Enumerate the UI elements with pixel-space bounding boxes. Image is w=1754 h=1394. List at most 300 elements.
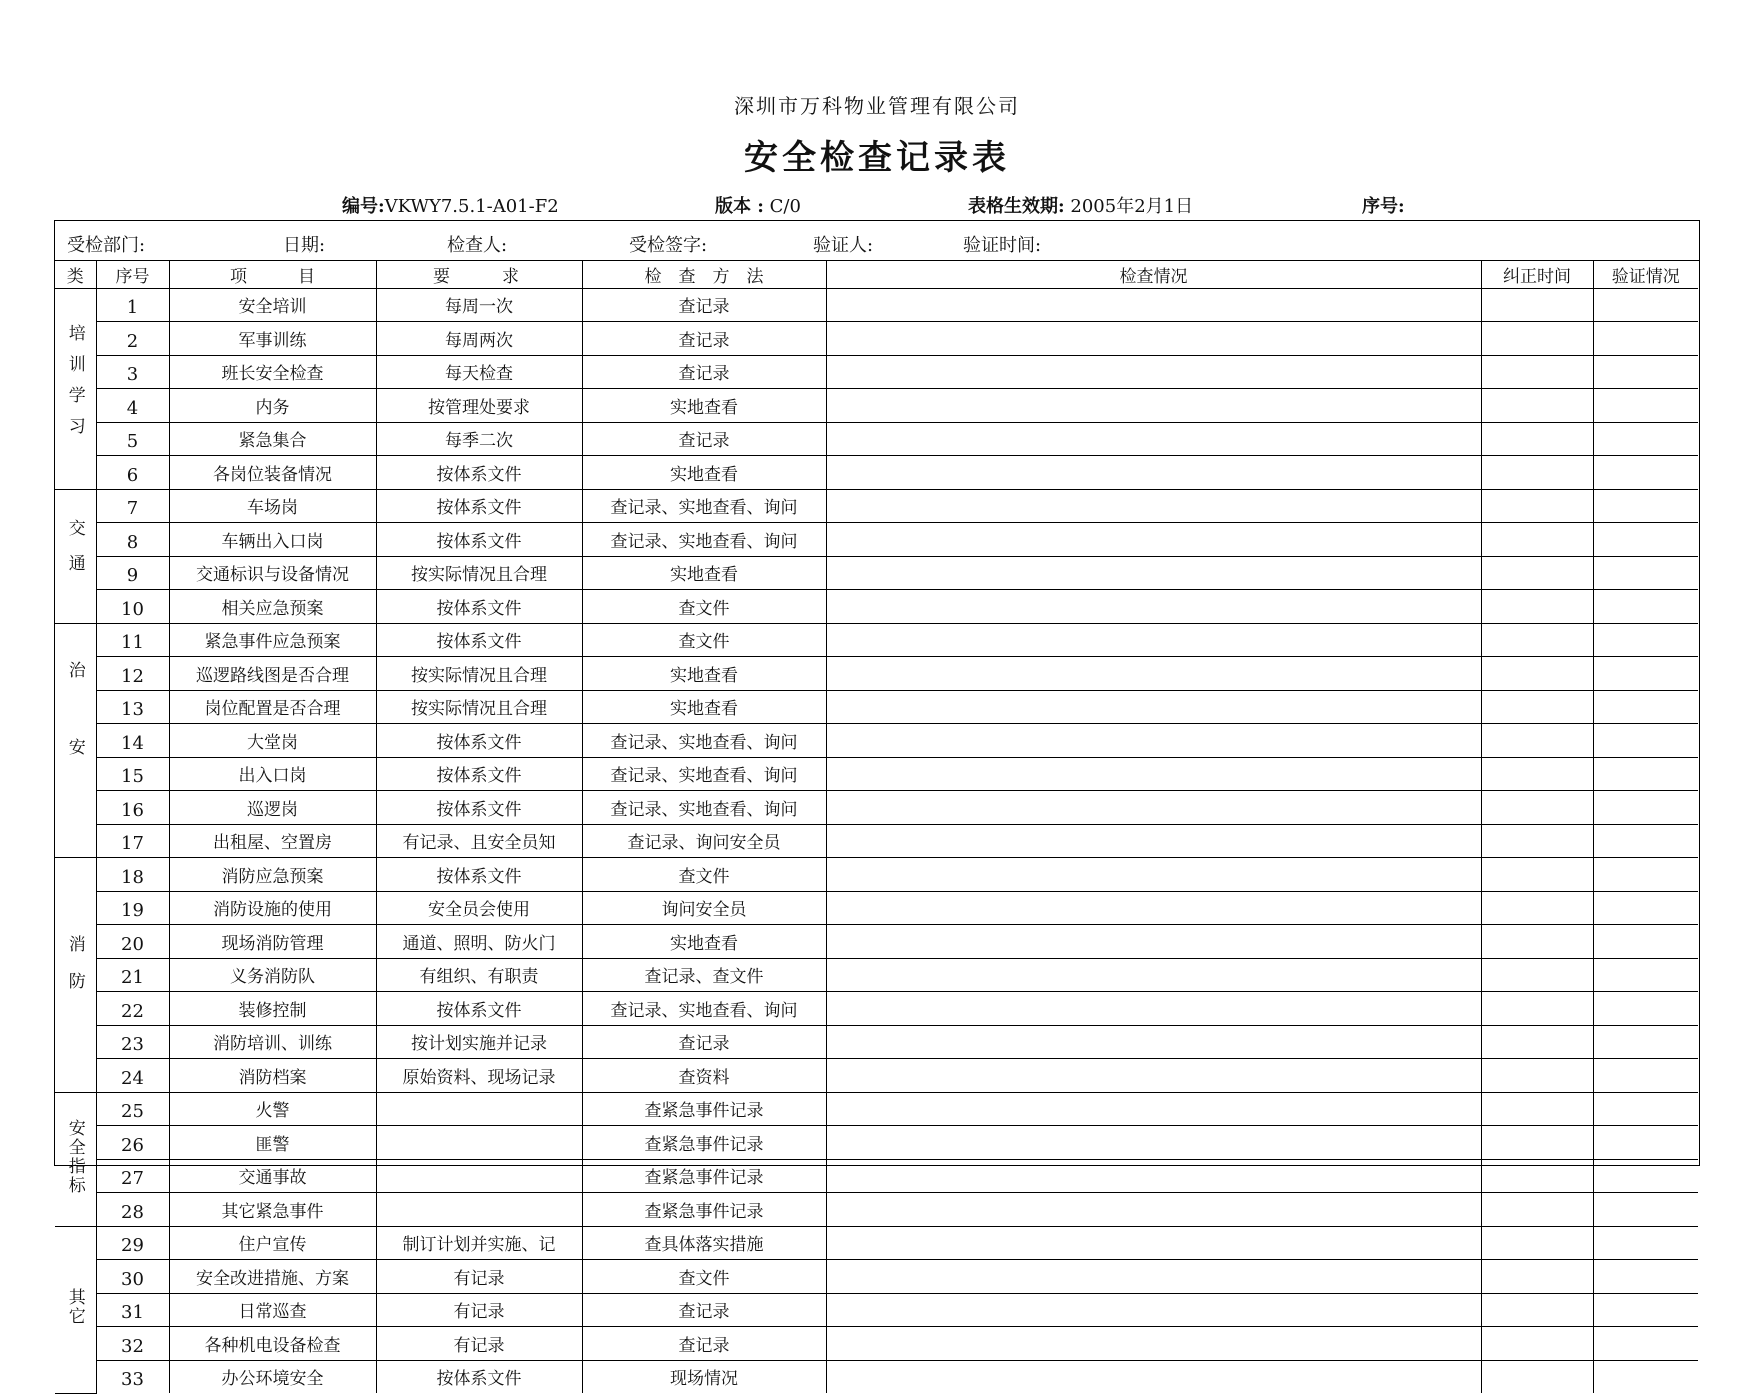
row-correction-cell[interactable]	[1481, 824, 1593, 858]
row-status-cell[interactable]	[826, 1226, 1481, 1260]
row-correction-cell[interactable]	[1481, 1092, 1593, 1126]
row-no: 14	[96, 724, 169, 758]
row-item: 各种机电设备检查	[169, 1327, 376, 1361]
category-label: 其它	[64, 1288, 85, 1326]
form-serial-label: 序号:	[1362, 196, 1405, 217]
row-verification-cell[interactable]	[1593, 958, 1698, 992]
row-requirement: 有记录、且安全员知	[376, 824, 582, 858]
table-row	[55, 322, 1698, 356]
row-method: 查记录、实地查看、询问	[582, 992, 826, 1026]
row-item: 日常巡查	[169, 1293, 376, 1327]
row-method: 查记录	[582, 1025, 826, 1059]
table-row	[55, 791, 1698, 825]
row-status-cell[interactable]	[826, 1260, 1481, 1294]
row-verification-cell[interactable]	[1593, 1293, 1698, 1327]
row-method: 查记录	[582, 355, 826, 389]
category-label: 治安	[64, 660, 85, 815]
row-no: 12	[96, 657, 169, 691]
table-row	[55, 523, 1698, 557]
row-no: 23	[96, 1025, 169, 1059]
row-status-cell[interactable]	[826, 1159, 1481, 1193]
row-item: 交通事故	[169, 1159, 376, 1193]
row-item: 安全培训	[169, 288, 376, 322]
row-no: 9	[96, 556, 169, 590]
column-header-row	[55, 261, 1698, 288]
row-verification-cell[interactable]	[1593, 891, 1698, 925]
table-row	[55, 1092, 1698, 1126]
row-item: 相关应急预案	[169, 590, 376, 624]
row-correction-cell[interactable]	[1481, 657, 1593, 691]
dept-field[interactable]: 受检部门:	[67, 235, 146, 256]
row-item: 巡逻岗	[169, 791, 376, 825]
form-effective-date	[968, 192, 1193, 218]
row-requirement: 按体系文件	[376, 791, 582, 825]
table-row	[55, 824, 1698, 858]
verify-time-field[interactable]: 验证时间:	[963, 235, 1042, 256]
row-correction-cell[interactable]	[1481, 1360, 1593, 1393]
row-no: 26	[96, 1126, 169, 1160]
row-method: 查记录	[582, 322, 826, 356]
row-correction-cell[interactable]	[1481, 958, 1593, 992]
form-version	[715, 192, 801, 218]
row-status-cell[interactable]	[826, 389, 1481, 423]
row-status-cell[interactable]	[826, 1327, 1481, 1361]
row-correction-cell[interactable]	[1481, 1327, 1593, 1361]
row-correction-cell[interactable]	[1481, 590, 1593, 624]
row-item: 义务消防队	[169, 958, 376, 992]
row-verification-cell[interactable]	[1593, 1360, 1698, 1393]
row-item: 出租屋、空置房	[169, 824, 376, 858]
row-verification-cell[interactable]	[1593, 925, 1698, 959]
row-requirement: 按管理处要求	[376, 389, 582, 423]
row-method: 查紧急事件记录	[582, 1159, 826, 1193]
form-title: 安全检查记录表	[744, 138, 1010, 178]
table-row	[55, 1025, 1698, 1059]
table-row	[55, 590, 1698, 624]
row-correction-cell[interactable]	[1481, 1159, 1593, 1193]
row-requirement	[376, 1193, 582, 1227]
row-requirement: 按实际情况且合理	[376, 690, 582, 724]
row-status-cell[interactable]	[826, 757, 1481, 791]
row-item: 交通标识与设备情况	[169, 556, 376, 590]
verifier-field[interactable]: 验证人:	[813, 235, 874, 256]
table-row	[55, 288, 1698, 322]
row-item: 消防设施的使用	[169, 891, 376, 925]
row-method: 现场情况	[582, 1360, 826, 1393]
inspection-sheet	[54, 220, 1700, 1391]
row-status-cell[interactable]	[826, 992, 1481, 1026]
row-requirement: 按实际情况且合理	[376, 556, 582, 590]
category-security	[55, 623, 96, 858]
row-no: 25	[96, 1092, 169, 1126]
row-requirement: 按体系文件	[376, 456, 582, 490]
col-category: 类	[55, 261, 96, 288]
date-field[interactable]: 日期:	[283, 235, 326, 256]
inspection-table	[55, 261, 1698, 1394]
row-method: 查记录、实地查看、询问	[582, 724, 826, 758]
table-row	[55, 925, 1698, 959]
row-verification-cell[interactable]	[1593, 1327, 1698, 1361]
row-verification-cell[interactable]	[1593, 288, 1698, 322]
row-correction-cell[interactable]	[1481, 1126, 1593, 1160]
row-item: 消防培训、训练	[169, 1025, 376, 1059]
row-no: 1	[96, 288, 169, 322]
table-row	[55, 422, 1698, 456]
row-status-cell[interactable]	[826, 355, 1481, 389]
row-method: 查记录、查文件	[582, 958, 826, 992]
category-other	[55, 1226, 96, 1393]
row-requirement: 每季二次	[376, 422, 582, 456]
row-verification-cell[interactable]	[1593, 489, 1698, 523]
row-no: 20	[96, 925, 169, 959]
row-method: 查记录、实地查看、询问	[582, 523, 826, 557]
row-status-cell[interactable]	[826, 724, 1481, 758]
row-requirement: 按体系文件	[376, 1360, 582, 1393]
row-verification-cell[interactable]	[1593, 1126, 1698, 1160]
form-version-label: 版本 :	[715, 196, 764, 217]
row-no: 19	[96, 891, 169, 925]
table-row	[55, 1159, 1698, 1193]
row-item: 住户宣传	[169, 1226, 376, 1260]
row-status-cell[interactable]	[826, 1193, 1481, 1227]
row-no: 24	[96, 1059, 169, 1093]
row-requirement: 有组织、有职责	[376, 958, 582, 992]
row-requirement: 有记录	[376, 1293, 582, 1327]
inspection-header-line	[55, 221, 1699, 261]
row-correction-cell[interactable]	[1481, 456, 1593, 490]
table-row	[55, 456, 1698, 490]
row-correction-cell[interactable]	[1481, 556, 1593, 590]
row-verification-cell[interactable]	[1593, 590, 1698, 624]
row-status-cell[interactable]	[826, 590, 1481, 624]
row-correction-cell[interactable]	[1481, 925, 1593, 959]
row-item: 安全改进措施、方案	[169, 1260, 376, 1294]
row-item: 紧急集合	[169, 422, 376, 456]
table-row	[55, 1059, 1698, 1093]
row-verification-cell[interactable]	[1593, 1059, 1698, 1093]
row-item: 军事训练	[169, 322, 376, 356]
row-item: 其它紧急事件	[169, 1193, 376, 1227]
row-requirement: 按实际情况且合理	[376, 657, 582, 691]
row-requirement: 每周两次	[376, 322, 582, 356]
row-method: 实地查看	[582, 456, 826, 490]
row-no: 29	[96, 1226, 169, 1260]
row-status-cell[interactable]	[826, 657, 1481, 691]
row-requirement: 通道、照明、防火门	[376, 925, 582, 959]
row-item: 各岗位装备情况	[169, 456, 376, 490]
table-row	[55, 1126, 1698, 1160]
row-method: 查记录	[582, 422, 826, 456]
row-verification-cell[interactable]	[1593, 724, 1698, 758]
row-verification-cell[interactable]	[1593, 322, 1698, 356]
row-correction-cell[interactable]	[1481, 724, 1593, 758]
row-method: 查文件	[582, 623, 826, 657]
row-requirement: 原始资料、现场记录	[376, 1059, 582, 1093]
row-status-cell[interactable]	[826, 891, 1481, 925]
row-requirement	[376, 1092, 582, 1126]
row-verification-cell[interactable]	[1593, 1260, 1698, 1294]
row-no: 18	[96, 858, 169, 892]
form-effective-label: 表格生效期:	[968, 196, 1065, 217]
row-requirement: 按体系文件	[376, 489, 582, 523]
row-method: 查文件	[582, 858, 826, 892]
row-item: 大堂岗	[169, 724, 376, 758]
category-label: 消防	[64, 935, 85, 1010]
row-correction-cell[interactable]	[1481, 1226, 1593, 1260]
row-correction-cell[interactable]	[1481, 690, 1593, 724]
row-requirement: 有记录	[376, 1260, 582, 1294]
row-item: 车场岗	[169, 489, 376, 523]
row-status-cell[interactable]	[826, 322, 1481, 356]
row-correction-cell[interactable]	[1481, 858, 1593, 892]
row-method: 实地查看	[582, 925, 826, 959]
table-row	[55, 992, 1698, 1026]
table-row	[55, 958, 1698, 992]
row-method: 查紧急事件记录	[582, 1193, 826, 1227]
row-method: 查记录、实地查看、询问	[582, 489, 826, 523]
row-correction-cell[interactable]	[1481, 791, 1593, 825]
form-version-value: C/0	[769, 196, 801, 217]
row-correction-cell[interactable]	[1481, 523, 1593, 557]
row-no: 4	[96, 389, 169, 423]
col-requirement: 要 求	[376, 261, 582, 288]
row-requirement: 有记录	[376, 1327, 582, 1361]
row-no: 13	[96, 690, 169, 724]
table-row	[55, 556, 1698, 590]
row-method: 询问安全员	[582, 891, 826, 925]
row-correction-cell[interactable]	[1481, 992, 1593, 1026]
col-status: 检查情况	[826, 261, 1481, 288]
row-correction-cell[interactable]	[1481, 489, 1593, 523]
row-no: 15	[96, 757, 169, 791]
row-no: 27	[96, 1159, 169, 1193]
row-method: 查紧急事件记录	[582, 1126, 826, 1160]
row-verification-cell[interactable]	[1593, 1159, 1698, 1193]
row-method: 查具体落实措施	[582, 1226, 826, 1260]
row-status-cell[interactable]	[826, 690, 1481, 724]
category-label: 交通	[64, 518, 85, 589]
row-requirement: 每天检查	[376, 355, 582, 389]
row-method: 查记录、询问安全员	[582, 824, 826, 858]
row-requirement: 按计划实施并记录	[376, 1025, 582, 1059]
form-code-label: 编号:	[342, 196, 385, 217]
row-status-cell[interactable]	[826, 489, 1481, 523]
table-row	[55, 891, 1698, 925]
category-label: 培训学习	[64, 324, 85, 448]
row-status-cell[interactable]	[826, 1092, 1481, 1126]
row-item: 办公环境安全	[169, 1360, 376, 1393]
row-item: 消防档案	[169, 1059, 376, 1093]
row-item: 匪警	[169, 1126, 376, 1160]
row-verification-cell[interactable]	[1593, 556, 1698, 590]
table-row	[55, 623, 1698, 657]
row-method: 实地查看	[582, 657, 826, 691]
row-item: 紧急事件应急预案	[169, 623, 376, 657]
row-item: 车辆出入口岗	[169, 523, 376, 557]
row-item: 消防应急预案	[169, 858, 376, 892]
row-no: 22	[96, 992, 169, 1026]
row-correction-cell[interactable]	[1481, 1025, 1593, 1059]
row-verification-cell[interactable]	[1593, 1025, 1698, 1059]
row-verification-cell[interactable]	[1593, 992, 1698, 1026]
row-item: 内务	[169, 389, 376, 423]
row-no: 33	[96, 1360, 169, 1393]
row-no: 3	[96, 355, 169, 389]
table-row	[55, 724, 1698, 758]
row-method: 查文件	[582, 590, 826, 624]
row-status-cell[interactable]	[826, 958, 1481, 992]
row-verification-cell[interactable]	[1593, 456, 1698, 490]
row-status-cell[interactable]	[826, 523, 1481, 557]
row-method: 查资料	[582, 1059, 826, 1093]
row-status-cell[interactable]	[826, 422, 1481, 456]
row-method: 查记录	[582, 288, 826, 322]
row-no: 31	[96, 1293, 169, 1327]
row-verification-cell[interactable]	[1593, 389, 1698, 423]
row-verification-cell[interactable]	[1593, 1092, 1698, 1126]
row-no: 16	[96, 791, 169, 825]
row-verification-cell[interactable]	[1593, 757, 1698, 791]
row-correction-cell[interactable]	[1481, 288, 1593, 322]
signature-field[interactable]: 受检签字:	[629, 235, 708, 256]
row-correction-cell[interactable]	[1481, 1059, 1593, 1093]
row-no: 7	[96, 489, 169, 523]
row-no: 28	[96, 1193, 169, 1227]
row-status-cell[interactable]	[826, 858, 1481, 892]
row-no: 30	[96, 1260, 169, 1294]
row-no: 8	[96, 523, 169, 557]
row-requirement: 制订计划并实施、记	[376, 1226, 582, 1260]
table-row	[55, 355, 1698, 389]
row-requirement: 按体系文件	[376, 757, 582, 791]
row-verification-cell[interactable]	[1593, 623, 1698, 657]
row-no: 10	[96, 590, 169, 624]
row-correction-cell[interactable]	[1481, 1293, 1593, 1327]
col-item: 项 目	[169, 261, 376, 288]
row-item: 班长安全检查	[169, 355, 376, 389]
table-row	[55, 757, 1698, 791]
row-item: 装修控制	[169, 992, 376, 1026]
row-correction-cell[interactable]	[1481, 422, 1593, 456]
row-status-cell[interactable]	[826, 925, 1481, 959]
row-verification-cell[interactable]	[1593, 422, 1698, 456]
row-requirement	[376, 1126, 582, 1160]
category-traffic	[55, 489, 96, 623]
row-method: 查记录、实地查看、询问	[582, 791, 826, 825]
row-requirement: 按体系文件	[376, 623, 582, 657]
table-row	[55, 1193, 1698, 1227]
row-verification-cell[interactable]	[1593, 355, 1698, 389]
row-requirement: 按体系文件	[376, 590, 582, 624]
row-no: 6	[96, 456, 169, 490]
category-label: 安全指标	[64, 1118, 85, 1195]
row-correction-cell[interactable]	[1481, 1260, 1593, 1294]
row-requirement: 每周一次	[376, 288, 582, 322]
row-verification-cell[interactable]	[1593, 690, 1698, 724]
row-correction-cell[interactable]	[1481, 623, 1593, 657]
inspector-field[interactable]: 检查人:	[447, 235, 508, 256]
row-method: 实地查看	[582, 556, 826, 590]
row-verification-cell[interactable]	[1593, 858, 1698, 892]
row-method: 查记录、实地查看、询问	[582, 757, 826, 791]
row-status-cell[interactable]	[826, 1059, 1481, 1093]
col-no: 序号	[96, 261, 169, 288]
company-name: 深圳市万科物业管理有限公司	[734, 94, 1020, 118]
row-no: 32	[96, 1327, 169, 1361]
row-correction-cell[interactable]	[1481, 389, 1593, 423]
row-item: 巡逻路线图是否合理	[169, 657, 376, 691]
category-training	[55, 288, 96, 489]
form-effective-value: 2005年2月1日	[1070, 196, 1194, 217]
row-status-cell[interactable]	[826, 1293, 1481, 1327]
row-status-cell[interactable]	[826, 288, 1481, 322]
row-verification-cell[interactable]	[1593, 791, 1698, 825]
category-fire	[55, 858, 96, 1093]
table-row	[55, 489, 1698, 523]
row-verification-cell[interactable]	[1593, 1226, 1698, 1260]
row-verification-cell[interactable]	[1593, 824, 1698, 858]
row-status-cell[interactable]	[826, 623, 1481, 657]
table-row	[55, 1293, 1698, 1327]
row-method: 实地查看	[582, 389, 826, 423]
row-requirement: 按体系文件	[376, 858, 582, 892]
row-no: 2	[96, 322, 169, 356]
row-status-cell[interactable]	[826, 824, 1481, 858]
row-no: 21	[96, 958, 169, 992]
row-requirement	[376, 1159, 582, 1193]
row-status-cell[interactable]	[826, 556, 1481, 590]
form-serial	[1362, 192, 1405, 218]
row-correction-cell[interactable]	[1481, 322, 1593, 356]
row-method: 查紧急事件记录	[582, 1092, 826, 1126]
row-status-cell[interactable]	[826, 791, 1481, 825]
category-safety-index	[55, 1092, 96, 1226]
row-status-cell[interactable]	[826, 456, 1481, 490]
row-item: 火警	[169, 1092, 376, 1126]
row-requirement: 按体系文件	[376, 523, 582, 557]
col-method: 检 查 方 法	[582, 261, 826, 288]
row-correction-cell[interactable]	[1481, 757, 1593, 791]
row-status-cell[interactable]	[826, 1025, 1481, 1059]
table-row	[55, 858, 1698, 892]
row-item: 岗位配置是否合理	[169, 690, 376, 724]
row-item: 出入口岗	[169, 757, 376, 791]
row-correction-cell[interactable]	[1481, 1193, 1593, 1227]
row-verification-cell[interactable]	[1593, 523, 1698, 557]
row-correction-cell[interactable]	[1481, 355, 1593, 389]
row-method: 实地查看	[582, 690, 826, 724]
row-requirement: 按体系文件	[376, 992, 582, 1026]
form-code-value: VKWY7.5.1-A01-F2	[384, 196, 559, 217]
row-no: 17	[96, 824, 169, 858]
row-requirement: 安全员会使用	[376, 891, 582, 925]
row-verification-cell[interactable]	[1593, 657, 1698, 691]
row-verification-cell[interactable]	[1593, 1193, 1698, 1227]
table-row	[55, 1327, 1698, 1361]
row-correction-cell[interactable]	[1481, 891, 1593, 925]
table-row	[55, 389, 1698, 423]
row-method: 查记录	[582, 1293, 826, 1327]
row-status-cell[interactable]	[826, 1360, 1481, 1393]
table-row	[55, 1260, 1698, 1294]
row-item: 现场消防管理	[169, 925, 376, 959]
table-row	[55, 690, 1698, 724]
row-no: 5	[96, 422, 169, 456]
table-row	[55, 1226, 1698, 1260]
row-status-cell[interactable]	[826, 1126, 1481, 1160]
table-row	[55, 1360, 1698, 1393]
row-method: 查文件	[582, 1260, 826, 1294]
